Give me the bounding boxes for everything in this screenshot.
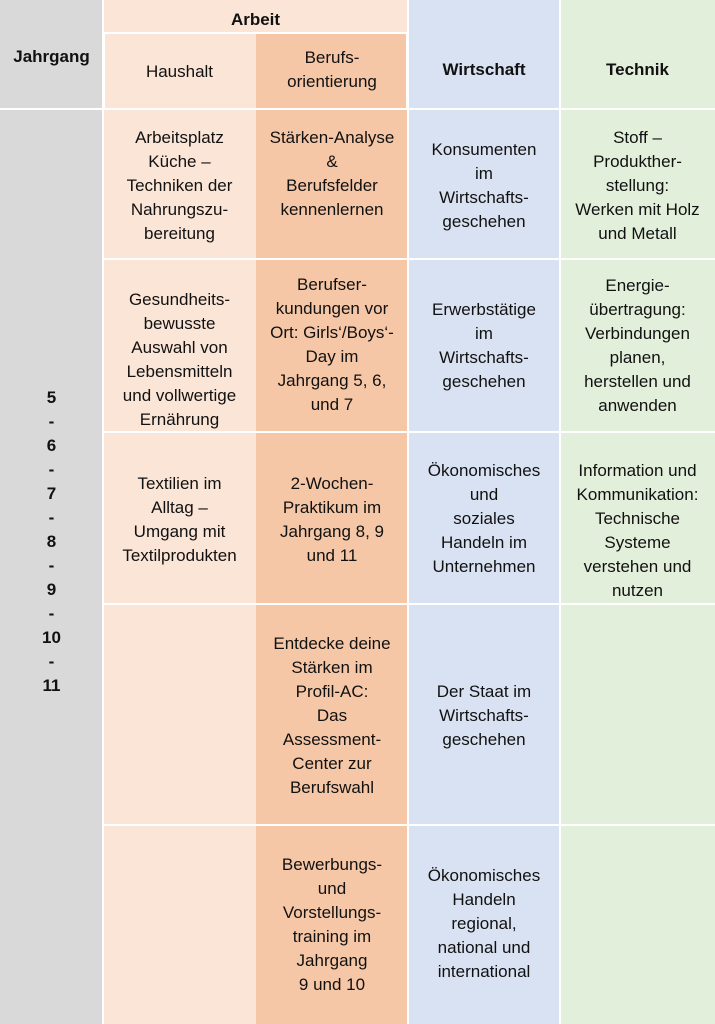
row-1-technik: Stoff – Produkther- stellung: Werken mit Holz und Metall: [575, 128, 700, 243]
row-2-berufsorientierung: Berufser- kundungen vor Ort: Girls‘/Boys‘- Day im Jahrgang 5, 6, und 7: [270, 275, 394, 414]
row-1-berufsorientierung: Stärken-Analyse & Berufsfelder kennenlernen: [269, 128, 395, 219]
berufsorientierung-header: Berufs- orientierung: [287, 48, 377, 91]
row-4-wirtschaft: Der Staat im Wirtschafts- geschehen: [436, 682, 532, 749]
jahrgang-header: Jahrgang: [13, 47, 90, 66]
row-1-wirtschaft: Konsumenten im Wirtschafts- geschehen: [431, 140, 537, 231]
row-3-technik: Information und Kommunikation: Technische Systeme verstehen und nutzen: [576, 461, 699, 600]
row-3-berufsorientierung: 2-Wochen- Praktikum im Jahrgang 8, 9 und 11: [280, 474, 384, 565]
row-divider-1: [103, 258, 715, 260]
haushalt-header: Haushalt: [145, 62, 214, 81]
row-3-haushalt: Textilien im Alltag – Umgang mit Textilprodukten: [122, 474, 237, 565]
technik-header: Technik: [606, 60, 669, 79]
row-2-technik: Energie- übertragung: Verbindungen planen, herstellen und anwenden: [584, 276, 691, 415]
row-4-berufsorientierung: Entdecke deine Stärken im Profil-AC: Das Assessment- Center zur Berufswahl: [273, 634, 391, 797]
row-5-berufsorientierung: Bewerbungs- und Vorstellungs- training im Jahrgang 9 und 10: [281, 855, 383, 994]
header-divider: [0, 108, 715, 110]
row-divider-4: [103, 824, 715, 826]
row-2-wirtschaft: Erwerbstätige im Wirtschafts- geschehen: [432, 300, 536, 391]
wirtschaft-header: Wirtschaft: [442, 60, 526, 79]
arbeit-header: Arbeit: [230, 10, 281, 29]
jahrgang-values: 5 - 6 - 7 - 8 - 9 - 10 - 11: [42, 388, 61, 695]
row-2-haushalt: Gesundheits- bewusste Auswahl von Lebensmitteln und vollwertige Ernährung: [122, 290, 237, 429]
row-1-haushalt: Arbeitsplatz Küche – Techniken der Nahrungszu- bereitung: [126, 128, 233, 243]
row-5-wirtschaft: Ökonomisches Handeln regional, national und international: [427, 866, 541, 981]
arbeit-frame-top: [103, 32, 408, 34]
row-3-wirtschaft: Ökonomisches und soziales Handeln im Unternehmen: [427, 461, 541, 576]
